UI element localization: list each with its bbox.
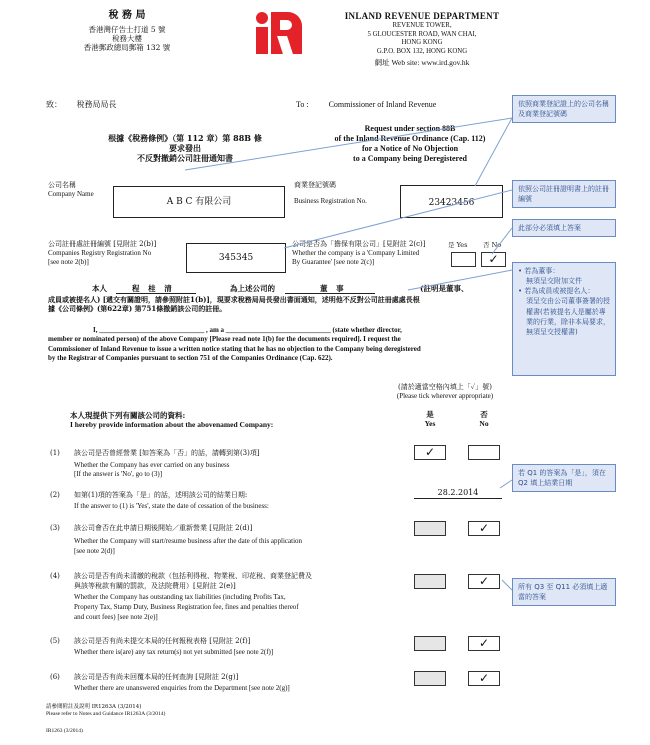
- q3-number: (3): [50, 524, 60, 532]
- zh-title-line: 不反對撤銷公司註冊通知書: [137, 153, 233, 163]
- en-address-line: HONG KONG: [401, 39, 443, 47]
- callout-must-answer: 此部分必須填上答案: [512, 219, 616, 237]
- decl-en-line: by the Registrar of Companies pursuant to section 751 of the Companies Ordinance (Cap. 622).: [48, 354, 333, 363]
- callout-q2-date: 若 Q1 的答案為「是」，須在 Q2 填上結業日期: [512, 464, 616, 492]
- en-address-line: 5 GLOUCESTER ROAD, WAN CHAI,: [367, 30, 477, 38]
- questions-intro-zh: 本人現提供下列有關該公司的資料:: [70, 411, 186, 420]
- guarantee-label-zh: 公司是否為「擔保有限公司」[見附註 2(c)]: [292, 240, 426, 248]
- q1-number: (1): [50, 449, 60, 457]
- q5-text-en: Whether there is(are) any tax return(s) not yet submitted [see note 2(f)]: [74, 648, 274, 656]
- questions-intro-en: I hereby provide information about the abovenamed Company:: [70, 420, 274, 430]
- q6-text-en: Whether there are unanswered enquiries from the Department [see note 2(g)]: [74, 684, 290, 692]
- br-label-en: Business Registration No.: [294, 196, 367, 205]
- q1-text-zh: 該公司是否曾經營業 [如答案為「否」的話，請轉到第(3)項]: [74, 449, 260, 457]
- q1-yes-checkbox[interactable]: ✓: [414, 445, 446, 460]
- yes-header-zh: 是: [426, 410, 434, 419]
- q3-no-checkbox[interactable]: ✓: [468, 521, 500, 536]
- guarantee-no-label: 否 No: [483, 241, 502, 249]
- callout-registration-no: 依照公司註冊證明書上的註冊編號: [512, 180, 616, 208]
- q4-no-checkbox[interactable]: ✓: [468, 574, 500, 589]
- q5-text-zh: 該公司是否有尚未提交本局的任何報稅表格 [見附註 2(f)]: [74, 637, 251, 645]
- callout-bullet-text: 無須呈交附加文件: [526, 277, 582, 286]
- connector-line: [500, 480, 512, 488]
- en-address-line: REVENUE TOWER,: [392, 22, 452, 30]
- q3-text-en: Whether the Company will start/resume business after the date of this application: [74, 537, 303, 545]
- company-name-label-en: Company Name: [48, 189, 94, 198]
- callout-bullet: • 若為成員或被提名人：: [518, 287, 595, 296]
- q4-number: (4): [50, 572, 60, 580]
- company-name-field[interactable]: A B C 有限公司: [113, 186, 285, 218]
- to-zh-label: 致：: [46, 100, 62, 109]
- decl-zh-suffix: (註明是董事、: [420, 284, 469, 293]
- zh-dept-name: 稅 務 局: [108, 10, 146, 21]
- decl-zh-line: 成員或被提名人) [遞交有關證明，請參照附註1(b)]，現要求稅務局局長發出書面通知，述明他不反對公司註冊處處長根: [48, 295, 420, 304]
- company-name-label-zh: 公司名稱: [48, 181, 76, 189]
- form-code: IR1263 (3/2014): [46, 727, 83, 734]
- q4-text-zh: 該公司是否有尚未清繳的稅款（包括利得稅、物業稅、印花稅、商業登記費及: [74, 572, 312, 580]
- en-title-line: for a Notice of No Objection: [361, 144, 459, 153]
- q4-text-en: Whether the Company has outstanding tax liabilities (including Profits Tax,: [74, 593, 286, 601]
- decl-en-line: I, ______________________________ , am a ______________________________ (state whether director,: [93, 326, 402, 334]
- decl-zh-line: 據《公司條例》(第622章) 第751條撤銷該公司的註冊。: [48, 303, 227, 313]
- br-number-field[interactable]: 23423456: [400, 185, 503, 218]
- connector-line: [284, 190, 512, 248]
- zh-address-line: 香港郵政總局郵箱 132 號: [83, 43, 171, 53]
- connector-line: [502, 580, 512, 590]
- q3-text-en-note: [see note 2(d)]: [74, 547, 115, 555]
- crn-label-en: Companies Registry Registration No: [48, 248, 152, 257]
- connector-line: [492, 228, 512, 254]
- en-dept-name: INLAND REVENUE DEPARTMENT: [344, 11, 500, 21]
- connector-line: [185, 118, 512, 170]
- en-title-line: to a Company being Deregistered: [353, 154, 467, 163]
- q6-number: (6): [50, 673, 60, 681]
- q4-text-en: Property Tax, Stamp Duty, Business Registration fee, fines and penalties thereof: [74, 603, 299, 611]
- crn-field[interactable]: 345345: [186, 243, 286, 273]
- q6-text-zh: 該公司是否有尚未回覆本局的任何查詢 [見附註 2(g)]: [74, 673, 239, 681]
- q2-text-en: If the answer to (1) is 'Yes', state the date of cessation of the business:: [74, 502, 269, 510]
- callout-declarant-docs: [512, 262, 616, 376]
- declarant-role[interactable]: 董 事: [320, 284, 347, 293]
- decl-zh-prefix: 本人: [92, 284, 107, 293]
- connector-line: [475, 118, 512, 186]
- callout-q3-q11: 所有 Q3 至 Q11 必須填上適當的答案: [512, 578, 616, 606]
- to-en-value: Commissioner of Inland Revenue: [328, 100, 437, 109]
- zh-title-line: 要求發出: [169, 143, 201, 153]
- guarantee-label-en: By Guarantee' [see note 2(c)]: [292, 257, 375, 266]
- decl-zh-mid: 為上述公司的: [230, 284, 275, 293]
- footer-note-zh: 請參閱附註及說明 IR1263A (3/2014): [46, 704, 142, 710]
- callout-company-name-br: 依照商業登記證上的公司名稱及商業登記號碼: [512, 95, 616, 123]
- tick-instruction-en: (Please tick wherever appropriate): [396, 391, 494, 400]
- en-title-line: of the Inland Revenue Ordinance (Cap. 112): [334, 134, 486, 143]
- to-en-label: To :: [296, 100, 309, 109]
- connector-line: [408, 270, 512, 290]
- no-header-zh: 否: [480, 410, 488, 419]
- to-zh-value: 稅務局局長: [76, 100, 117, 109]
- q5-number: (5): [50, 637, 60, 645]
- zh-address-line: 稅務大樓: [112, 33, 142, 43]
- footer-note-en: Please refer to Notes and Guidance IR1263A (3/2014): [46, 710, 166, 717]
- br-label-zh: 商業登記號碼: [294, 181, 336, 189]
- tick-instruction-zh: (請於適當空格內填上「✓」號): [398, 383, 492, 391]
- crn-label-note: [see note 2(b)]: [48, 257, 89, 266]
- cessation-date-field[interactable]: 28.2.2014: [414, 488, 502, 499]
- zh-address-line: 香港灣仔告士打道 5 號: [88, 24, 166, 34]
- en-address-line: G.P.O. BOX 132, HONG KONG: [376, 47, 468, 55]
- q4-text-en: and court fees) [see note 2(e)]: [74, 613, 158, 621]
- guarantee-no-checkbox[interactable]: ✓: [481, 252, 506, 267]
- q4-text-zh-cont: 與該等稅款有關的罰款，及法院費用）[見附註 2(e)]: [74, 582, 236, 590]
- decl-en-line: member or nominated person) of the above Company [Please read note 1(b) for the documents required]. I request the: [48, 335, 401, 344]
- yes-header-en: Yes: [424, 419, 436, 429]
- q2-text-zh: 如第(1)項的答案為「是」的話，述明該公司的結業日期:: [74, 491, 248, 499]
- q6-no-checkbox[interactable]: ✓: [468, 671, 500, 686]
- no-header-en: No: [479, 419, 489, 429]
- decl-en-line: Commissioner of Inland Revenue to issue a written notice stating that he has no objection to the Company being deregistered: [48, 344, 421, 353]
- callout-bullet-text: 須呈交由公司董事簽署的授權書(若被提名人是屬於專業的行業，除非本局要求，無須呈交授權書): [526, 297, 610, 336]
- declarant-name[interactable]: 程 桂 清: [132, 284, 175, 293]
- q5-no-checkbox[interactable]: ✓: [468, 636, 500, 651]
- q1-text-en-note: [If the answer is 'No', go to (3)]: [74, 470, 163, 478]
- q1-text-en: Whether the Company has ever carried on any business: [74, 461, 230, 469]
- q2-number: (2): [50, 491, 60, 499]
- guarantee-yes-label: 是 Yes: [448, 241, 468, 249]
- callout-bullet: • 若為董事：: [518, 267, 560, 275]
- en-title-line: Request under section 88B: [364, 124, 456, 133]
- crn-label-zh: 公司註冊處註冊編號 [見附註 2(b)]: [48, 240, 157, 248]
- website: 網址 Web site: www.ird.gov.hk: [374, 58, 470, 68]
- q3-text-zh: 該公司會否在此申請日期後開始／重新營業 [見附註 2(d)]: [74, 524, 253, 532]
- zh-title-line: 根據《稅務條例》（第 112 章）第 88B 條: [108, 133, 262, 143]
- guarantee-label-en: Whether the company is a 'Company Limited: [292, 248, 420, 257]
